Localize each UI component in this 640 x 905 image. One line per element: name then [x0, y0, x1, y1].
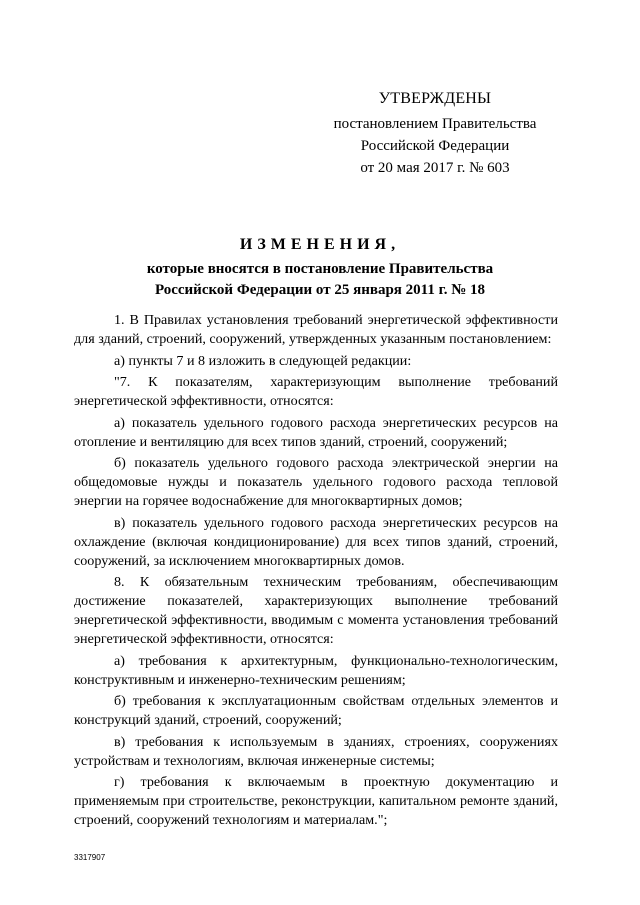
paragraph-4: а) показатель удельного годового расхода энергетических ресурсов на отопление и вентиляцию для всех типов зданий, строений, сооружений;	[74, 414, 558, 450]
paragraph-5: б) показатель удельного годового расхода электрической энергии на общедомовые нужды и показатель удельного годового расхода тепловой энергии на горячее водоснабжение для многоквартирных домов;	[74, 455, 558, 509]
subtitle-line-2: Российской Федерации от 25 января 2011 г. № 18	[154, 282, 486, 298]
paragraph-7: 8. К обязательным техническим требованиям, обеспечивающим достижение показателей, характеризующих выполнение требований энергетической эффективности, вводимым с момента установления требований энергетической эффективности, относятся:	[74, 574, 558, 647]
document-number: 3317907	[74, 853, 106, 862]
document-subtitle	[100, 259, 540, 301]
approval-line-3: от 20 мая 2017 г. № 603	[360, 160, 510, 176]
paragraph-11: г) требования к включаемым в проектную документацию и применяемым при строительстве, реконструкции, капитальном ремонте зданий, строений, сооружений технологиям и материалам.";	[74, 774, 558, 828]
paragraph-6: в) показатель удельного годового расхода энергетических ресурсов на охлаждение (включая кондиционирование) для всех типов зданий, строений, сооружений, за исключением многоквартирных домов.	[74, 514, 558, 569]
paragraph-2: а) пункты 7 и 8 изложить в следующей редакции:	[114, 352, 412, 369]
paragraph-1: 1. В Правилах установления требований энергетической эффективности для зданий, строений, сооружений, утвержденных указанным постановлением:	[74, 312, 558, 347]
subtitle-line-1: которые вносятся в постановление Правительства	[146, 261, 494, 277]
paragraph-3: "7. К показателям, характеризующим выполнение требований энергетической эффективности, относятся:	[74, 374, 558, 409]
approval-line-1: постановлением Правительства	[333, 116, 537, 132]
approval-line-2: Российской Федерации	[360, 138, 510, 154]
document-body	[74, 311, 558, 833]
paragraph-10: в) требования к используемым в зданиях, строениях, сооружениях устройствам и технологиям, включая инженерные системы;	[74, 733, 558, 769]
document-title: ИЗМЕНЕНИЯ,	[239, 236, 401, 253]
paragraph-9: б) требования к эксплуатационным свойствам отдельных элементов и конструкций зданий, строений, сооружений;	[74, 693, 558, 728]
paragraph-8: а) требования к архитектурным, функционально-технологическим, конструктивным и инженерно-техническим решениям;	[74, 652, 558, 688]
approval-heading: УТВЕРЖДЕНЫ	[378, 90, 492, 107]
approval-block	[330, 88, 540, 179]
